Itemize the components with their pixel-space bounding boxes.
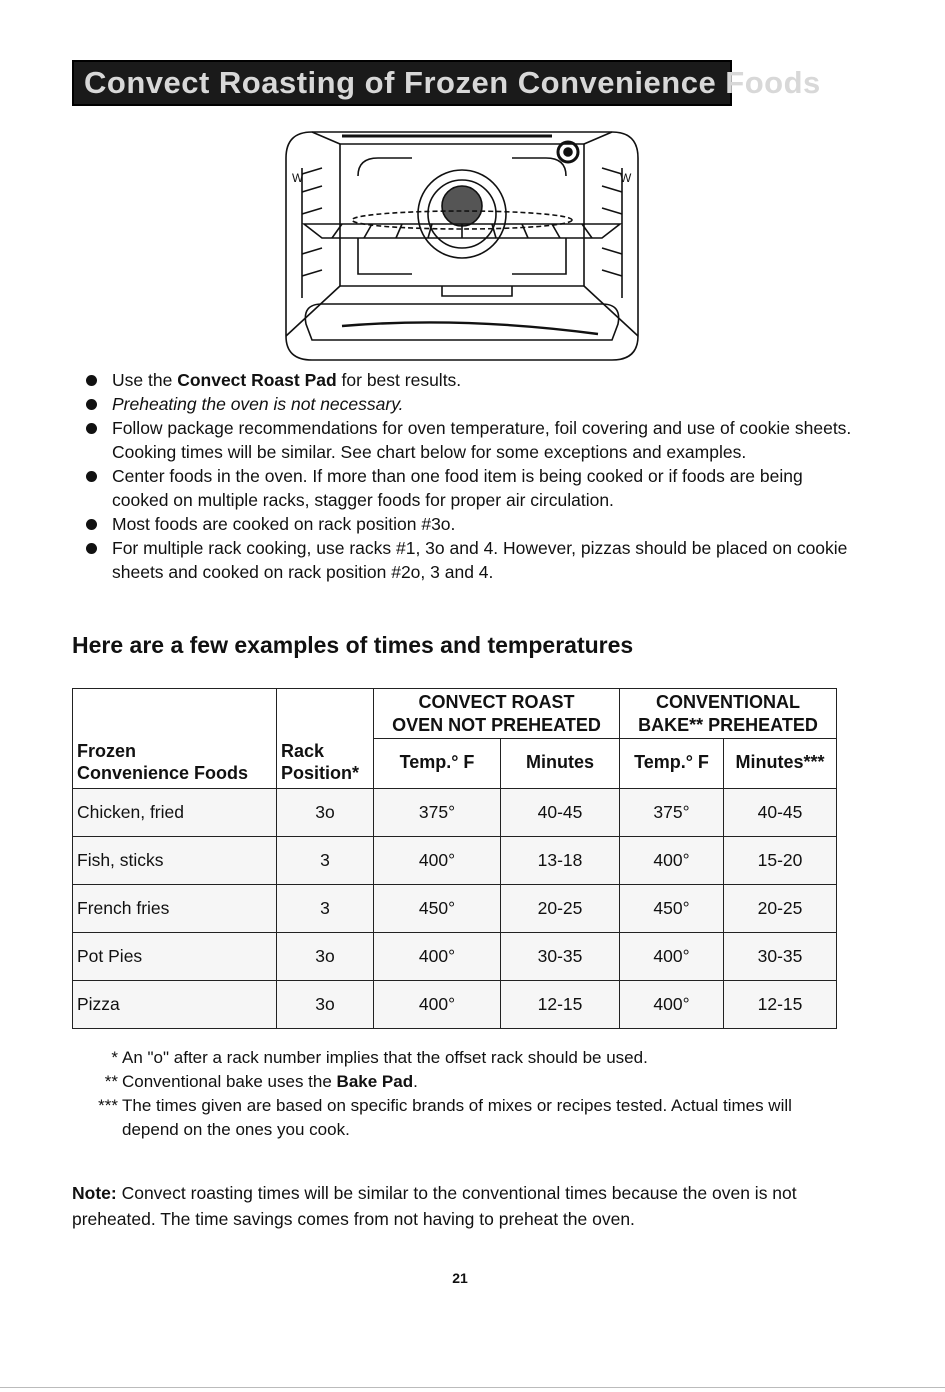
times-temperatures-table bbox=[72, 688, 837, 1029]
convect-temp-column-header: Temp.° F bbox=[374, 739, 501, 789]
convect-minutes-cell: 40-45 bbox=[501, 789, 620, 837]
conventional-minutes-column-header: Minutes*** bbox=[724, 739, 837, 789]
svg-text:W: W bbox=[292, 171, 304, 185]
instruction-list bbox=[82, 368, 852, 584]
table-group-header-row bbox=[73, 689, 837, 739]
conventional-minutes-cell: 20-25 bbox=[724, 885, 837, 933]
rack-cell: 3o bbox=[277, 789, 374, 837]
oven-cavity-outline bbox=[286, 132, 638, 360]
conventional-temp-cell: 450° bbox=[620, 885, 724, 933]
bullet-item: Follow package recommendations for oven temperature, foil covering and use of cookie sheets. Cooking times will be similar. See chart below for some exceptions and examples. bbox=[82, 416, 852, 464]
convect-roast-group-header: CONVECT ROAST OVEN NOT PREHEATED bbox=[374, 689, 620, 739]
conventional-minutes-cell: 30-35 bbox=[724, 933, 837, 981]
bake-pad-term: Bake Pad bbox=[336, 1072, 414, 1091]
bullet-dot-icon bbox=[86, 375, 97, 386]
conventional-temp-cell: 400° bbox=[620, 837, 724, 885]
bullet-item: Center foods in the oven. If more than one food item is being cooked or if foods are being cooked on multiple racks, stagger foods for proper air circulation. bbox=[82, 464, 852, 512]
conventional-minutes-cell: 15-20 bbox=[724, 837, 837, 885]
bullet-item: Preheating the oven is not necessary. bbox=[82, 392, 852, 416]
convect-temp-cell: 375° bbox=[374, 789, 501, 837]
note-label: Note: bbox=[72, 1183, 117, 1203]
conventional-minutes-cell: 40-45 bbox=[724, 789, 837, 837]
conventional-minutes-cell: 12-15 bbox=[724, 981, 837, 1029]
page-title: Convect Roasting of Frozen Convenience Foods bbox=[84, 65, 821, 100]
bullet-dot-icon bbox=[86, 399, 97, 410]
bullet-item: Use the Convect Roast Pad for best results. bbox=[82, 368, 852, 392]
footnote: *** The times given are based on specific brands of mixes or recipes tested. Actual times will depend on the ones you cook. bbox=[98, 1096, 792, 1139]
table-column-header-row bbox=[73, 739, 837, 789]
convect-minutes-cell: 13-18 bbox=[501, 837, 620, 885]
footnote: * An "o" after a rack number implies that the offset rack should be used. bbox=[111, 1048, 648, 1067]
food-column-header: Frozen Convenience Foods bbox=[73, 739, 277, 789]
convect-minutes-cell: 20-25 bbox=[501, 885, 620, 933]
page-number: 21 bbox=[452, 1270, 468, 1286]
conventional-temp-column-header: Temp.° F bbox=[620, 739, 724, 789]
bottom-divider bbox=[0, 1387, 945, 1388]
rack-column-header: Rack Position* bbox=[277, 739, 374, 789]
title-banner bbox=[72, 60, 821, 106]
footnotes bbox=[86, 1046, 826, 1142]
convect-temp-cell: 400° bbox=[374, 981, 501, 1029]
table-row bbox=[73, 981, 837, 1029]
conventional-temp-cell: 375° bbox=[620, 789, 724, 837]
note-paragraph: Note: Convect roasting times will be similar to the conventional times because the oven is not preheated. The time savings comes from not having to preheat the oven. bbox=[72, 1183, 797, 1229]
convect-minutes-cell: 12-15 bbox=[501, 981, 620, 1029]
food-cell: Pot Pies bbox=[73, 933, 277, 981]
convect-temp-cell: 400° bbox=[374, 933, 501, 981]
rack-cell: 3o bbox=[277, 981, 374, 1029]
conventional-temp-cell: 400° bbox=[620, 981, 724, 1029]
table-row bbox=[73, 885, 837, 933]
bullet-dot-icon bbox=[86, 471, 97, 482]
convect-minutes-column-header: Minutes bbox=[501, 739, 620, 789]
food-cell: French fries bbox=[73, 885, 277, 933]
rack-cell: 3 bbox=[277, 837, 374, 885]
convect-minutes-cell: 30-35 bbox=[501, 933, 620, 981]
bullet-dot-icon bbox=[86, 543, 97, 554]
convect-temp-cell: 400° bbox=[374, 837, 501, 885]
bullet-item: Most foods are cooked on rack position #3o. bbox=[82, 512, 852, 536]
conventional-temp-cell: 400° bbox=[620, 933, 724, 981]
table-row bbox=[73, 789, 837, 837]
table-row bbox=[73, 933, 837, 981]
food-cell: Chicken, fried bbox=[73, 789, 277, 837]
bullet-item: For multiple rack cooking, use racks #1, 3o and 4. However, pizzas should be placed on cookie sheets and cooked on rack position #2o, 3 and 4. bbox=[82, 536, 852, 584]
food-cell: Fish, sticks bbox=[73, 837, 277, 885]
rack-cell: 3o bbox=[277, 933, 374, 981]
section-heading: Here are a few examples of times and temperatures bbox=[72, 632, 634, 658]
convect-temp-cell: 450° bbox=[374, 885, 501, 933]
convect-roast-pad-term: Convect Roast Pad bbox=[177, 370, 337, 390]
bullet-dot-icon bbox=[86, 423, 97, 434]
table-row bbox=[73, 837, 837, 885]
footnote: ** Conventional bake uses the Bake Pad. bbox=[104, 1072, 418, 1091]
svg-text:W: W bbox=[620, 171, 632, 185]
conventional-bake-group-header: CONVENTIONAL BAKE** PREHEATED bbox=[620, 689, 837, 739]
bullet-dot-icon bbox=[86, 519, 97, 530]
food-cell: Pizza bbox=[73, 981, 277, 1029]
oven-illustration bbox=[282, 128, 642, 364]
rack-cell: 3 bbox=[277, 885, 374, 933]
